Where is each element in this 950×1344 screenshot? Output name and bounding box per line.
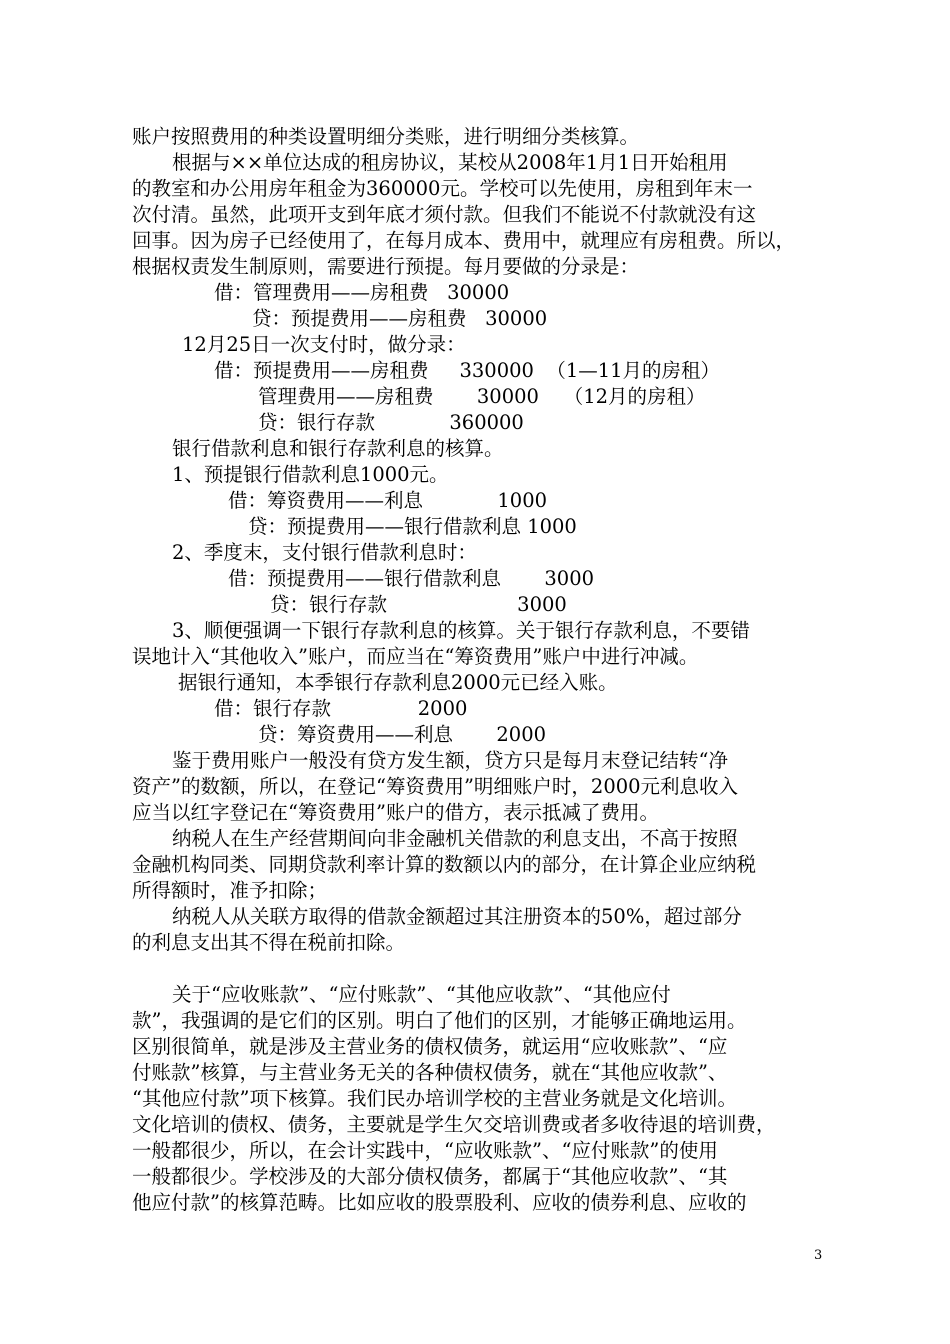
journal-debit-line: 借：筹资费用——利息 1000: [228, 489, 548, 512]
journal-credit-line: 贷：银行存款 3000: [270, 593, 567, 616]
text-line: 关于“应收账款”、“应付账款”、“其他应收款”、“其他应付: [172, 983, 671, 1006]
text-line: 他应付款”的核算范畴。比如应收的股票股利、应收的债券利息、应收的: [132, 1191, 747, 1214]
journal-debit-line: 借：管理费用——房租费 30000: [214, 281, 510, 304]
text-line: 根据权责发生制原则，需要进行预提。每月要做的分录是：: [132, 255, 640, 278]
text-line: 纳税人在生产经营期间向非金融机关借款的利息支出，不高于按照: [172, 827, 738, 850]
text-line: 区别很简单，就是涉及主营业务的债权债务，就运用“应收账款”、“应: [132, 1035, 728, 1058]
text-line: 应当以红字登记在“筹资费用”账户的借方，表示抵减了费用。: [132, 801, 659, 824]
text-line: 所得额时，准予扣除；: [132, 879, 328, 902]
text-line: 付账款”核算，与主营业务无关的各种债权债务，就在“其他应收款”、: [132, 1061, 728, 1084]
page-number: 3: [814, 1248, 823, 1263]
journal-credit-line: 贷：预提费用——银行借款利息 1000: [248, 515, 577, 538]
text-line: 误地计入“其他收入”账户，而应当在“筹资费用”账户中进行冲减。: [132, 645, 699, 668]
text-line: 据银行通知，本季银行存款利息2000元已经入账。: [178, 671, 618, 694]
journal-debit-line: 管理费用——房租费 30000 （12月的房租）: [258, 385, 706, 408]
text-line: 金融机构同类、同期贷款利率计算的数额以内的部分，在计算企业应纳税: [132, 853, 757, 876]
text-line: 资产”的数额，所以，在登记“筹资费用”明细账户时，2000元利息收入: [132, 775, 739, 798]
text-line: “其他应付款”项下核算。我们民办培训学校的主营业务就是文化培训。: [132, 1087, 737, 1110]
text-line: 账户按照费用的种类设置明细分类账，进行明细分类核算。: [132, 125, 640, 148]
journal-credit-line: 贷：预提费用——房租费 30000: [252, 307, 548, 330]
text-line: 文化培训的债权、债务，主要就是学生欠交培训费或者多收待退的培训费，: [132, 1113, 776, 1136]
text-line: 12月25日一次支付时，做分录：: [182, 333, 466, 356]
text-line: 1、预提银行借款利息1000元。: [172, 463, 449, 486]
text-line: 次付清。虽然，此项开支到年底才须付款。但我们不能说不付款就没有这: [132, 203, 757, 226]
text-line: 根据与××单位达成的租房协议，某校从2008年1月1日开始租用: [172, 151, 728, 174]
text-line: 一般都很少。学校涉及的大部分债权债务，都属于“其他应收款”、“其: [132, 1165, 728, 1188]
text-line: 银行借款利息和银行存款利息的核算。: [172, 437, 504, 460]
text-line: 鉴于费用账户一般没有贷方发生额，贷方只是每月末登记结转“净: [172, 749, 728, 772]
text-line: 一般都很少，所以，在会计实践中，“应收账款”、“应付账款”的使用: [132, 1139, 718, 1162]
journal-debit-line: 借：银行存款 2000: [214, 697, 468, 720]
text-line: 纳税人从关联方取得的借款金额超过其注册资本的50%，超过部分: [172, 905, 742, 928]
journal-credit-line: 贷：筹资费用——利息 2000: [258, 723, 547, 746]
journal-credit-line: 贷：银行存款 360000: [258, 411, 524, 434]
text-line: 的利息支出其不得在税前扣除。: [132, 931, 406, 954]
journal-debit-line: 借：预提费用——银行借款利息 3000: [228, 567, 595, 590]
text-line: 2、季度末，支付银行借款利息时：: [172, 541, 477, 564]
text-line: 的教室和办公用房年租金为360000元。学校可以先使用，房租到年末一: [132, 177, 753, 200]
text-line: 回事。因为房子已经使用了，在每月成本、费用中，就理应有房租费。所以，: [132, 229, 796, 252]
text-line: 款”，我强调的是它们的区别。明白了他们的区别，才能够正确地运用。: [132, 1009, 747, 1032]
journal-debit-line: 借：预提费用——房租费 330000 （1—11月的房租）: [214, 359, 721, 382]
text-line: 3、顺便强调一下银行存款利息的核算。关于银行存款利息，不要错: [172, 619, 750, 642]
